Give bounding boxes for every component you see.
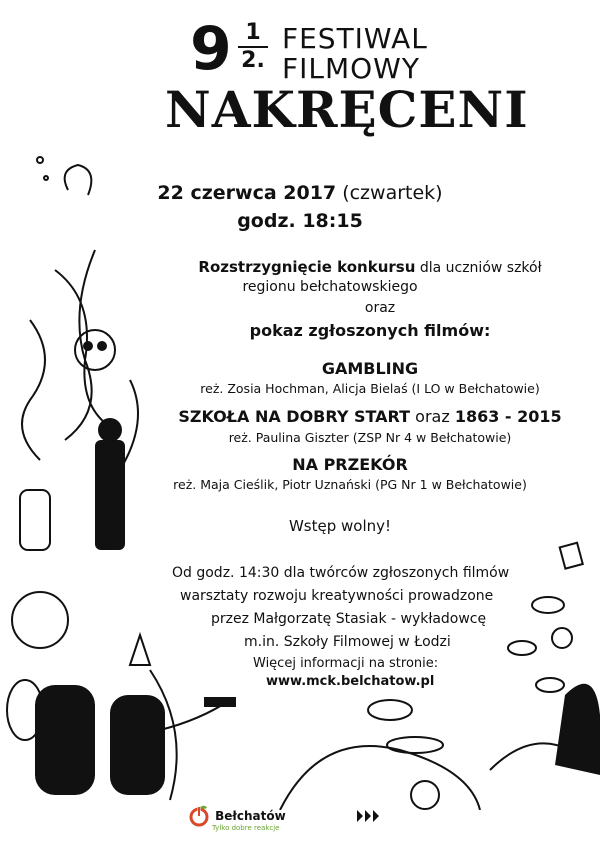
workshop-line4: m.in. Szkoły Filmowej w Łodzi [244,634,451,650]
event-time: godz. 18:15 [237,210,363,232]
intro-bold2: pokaz zgłoszonych filmów: [249,321,491,340]
belchatow-logo [188,804,286,832]
festival-number: 9 [190,14,230,84]
mck-logo-icon [355,806,381,830]
intro-text1: dla uczniów szkół [419,260,542,276]
festival-title: NAKRĘCENI [165,80,529,139]
film-title-1: GAMBLING [321,359,419,378]
film-directors-3: reż. Maja Cieślik, Piotr Uznański (PG Nr 1 w Bełchatowie) [173,477,527,492]
festival-line1: FESTIWAL [282,22,428,55]
info-label: Więcej informacji na stronie: [253,656,439,671]
intro-line2: regionu bełchatowskiego [242,279,418,295]
info-url[interactable]: www.mck.belchatow.pl [266,674,435,689]
workshop-line3: przez Małgorzatę Stasiak - wykładowcę [211,611,487,627]
workshop-line2: warsztaty rozwoju kreatywności prowadzone [180,588,494,604]
fraction-bottom: 2. [241,48,265,73]
city-tagline: Tylko dobre reakcje [212,824,280,832]
festival-line2: FILMOWY [282,52,420,85]
film-directors-1: reż. Zosia Hochman, Alicja Bielaś (I LO w Bełchatowie) [200,381,540,396]
fraction-top: 1 [238,20,268,48]
workshop-line1: Od godz. 14:30 dla twórców zgłoszonych filmów [172,565,510,581]
film-title-2b: 1863 - 2015 [454,407,562,426]
festival-label [282,24,428,84]
event-date [0,182,600,204]
film-title-2 [140,407,600,426]
intro-line3: oraz [364,300,396,316]
city-name: Bełchatów [215,809,286,823]
event-date-bold: 22 czerwca 2017 [157,182,337,204]
admission-text: Wstęp wolny! [288,517,392,535]
film-title-3: NA PRZEKÓR [292,455,408,474]
film-directors-2: reż. Paulina Giszter (ZSP Nr 4 w Bełchatowie) [228,430,512,445]
intro-line1 [140,258,600,276]
film-title-2a: SZKOŁA NA DOBRY START [178,407,411,426]
event-day: (czwartek) [342,182,443,204]
power-apple-icon [188,804,210,828]
film-connector: oraz [415,407,450,426]
festival-fraction [238,20,268,74]
intro-bold1: Rozstrzygnięcie konkursu [198,258,416,276]
